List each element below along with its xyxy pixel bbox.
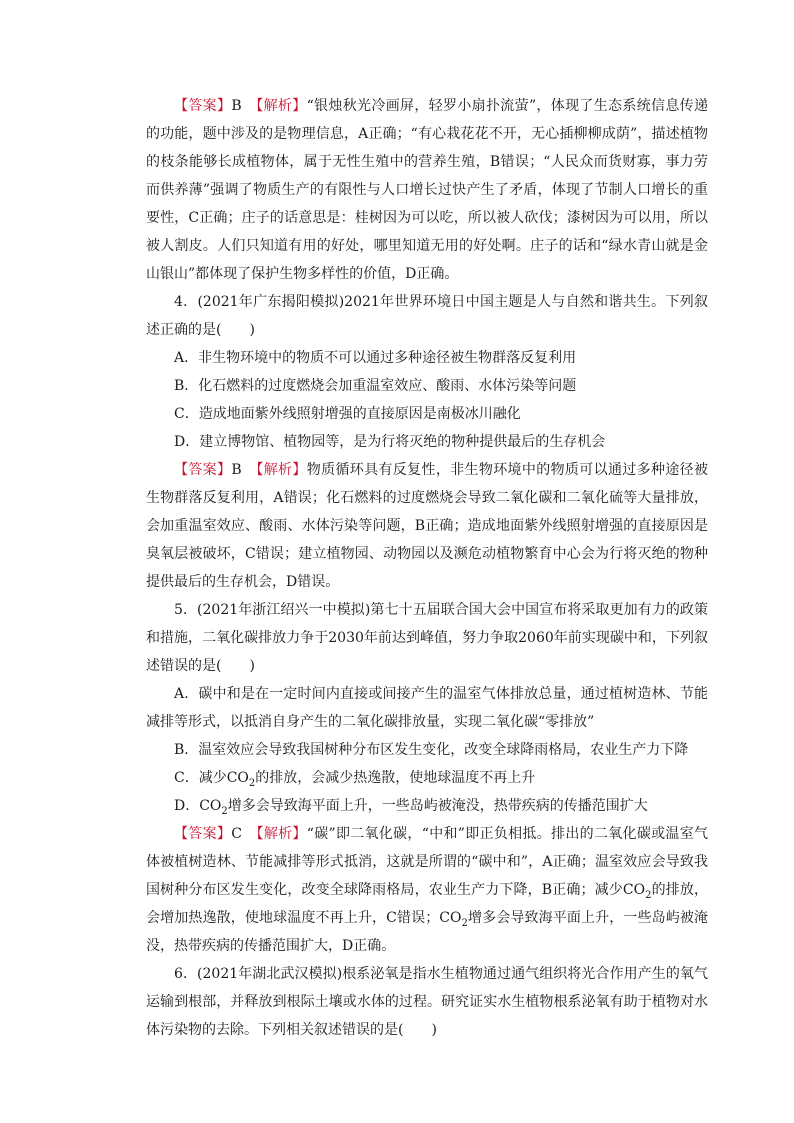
- q4-answer-analysis: [146, 456, 708, 596]
- q5-analysis-text-mid: 的排放，会增加热逸散，使地球温度不再上升，C错误；CO: [146, 882, 708, 926]
- q5-option-d-text: D．CO: [174, 798, 222, 814]
- q5-stem: 5．(2021年浙江绍兴一中模拟)第七十五届联合国大会中国宣布将采取更加有力的政策和措施，二氧化碳排放力争于2030年前达到峰值，努力争取2060年前实现碳中和，下列叙述错误的是( ): [146, 602, 708, 674]
- q4-option-a: A．非生物环境中的物质不可以通过多种途径被生物群落反复利用: [174, 350, 577, 366]
- q4-analysis-text: 物质循环具有反复性，非生物环境中的物质可以通过多种途径被生物群落反复利用，A错误；化石燃料的过度燃烧会导致二氧化碳和二氧化硫等大量排放，会加重温室效应、酸雨、水体污染等问题，B正确；造成地面紫外线照射增强的直接原因是臭氧层被破坏，C错误；建立植物园、动物园以及濒危动植物繁育中心会为行将灭绝的物种提供最后的生存机会，D错误。: [146, 462, 709, 590]
- subscript: 2: [248, 777, 256, 789]
- q4-stem: 4．(2021年广东揭阳模拟)2021年世界环境日中国主题是人与自然和谐共生。下列叙述正确的是( ): [146, 294, 708, 338]
- q5-option-a: A．碳中和是在一定时间内直接或间接产生的温室气体排放总量，通过植树造林、节能减排等形式，以抵消自身产生的二氧化碳排放量，实现二氧化碳“零排放”: [146, 686, 708, 730]
- subscript: 2: [645, 889, 652, 901]
- analysis-label: 【解析】: [256, 98, 307, 114]
- q5-option-b: B．温室效应会导致我国树种分布区发生变化，改变全球降雨格局，农业生产力下降: [174, 742, 689, 758]
- q4-option-b: B．化石燃料的过度燃烧会加重温室效应、酸雨、水体污染等问题: [174, 378, 577, 394]
- q5-analysis-text-end: 增多会导致海平面上升，一些岛屿被淹没，热带疾病的传播范围扩大，D正确。: [146, 910, 708, 954]
- q5-answer-analysis: [146, 820, 708, 960]
- subscript: 2: [461, 917, 468, 929]
- q5-option-c-text-cont: 的排放，会减少热逸散，使地球温度不再上升: [255, 770, 536, 786]
- q5-option-d: [146, 792, 708, 820]
- answer-label: 【答案】: [174, 462, 232, 478]
- q4-option-d: D．建立博物馆、植物园等，是为行将灭绝的物种提供最后的生存机会: [174, 434, 606, 450]
- q5-answer-letter: C: [231, 826, 242, 842]
- analysis-label: 【解析】: [256, 826, 307, 842]
- q5-analysis-text: “碳”即二氧化碳，“中和”即正负相抵。排出的二氧化碳或温室气体被植树造林、节能减排等形式抵消，这就是所谓的“碳中和”，A正确；温室效应会导致我国树种分布区发生变化，改变全球降雨格局，农业生产力下降，B正确；减少CO: [146, 826, 709, 898]
- q4-option-c: C．造成地面紫外线照射增强的直接原因是南极冰川融化: [174, 406, 521, 422]
- q3-answer-letter: B: [231, 98, 242, 114]
- answer-label: 【答案】: [174, 98, 232, 114]
- q6-stem: 6．(2021年湖北武汉模拟)根系泌氧是指水生植物通过通气组织将光合作用产生的氧气运输到根部，并释放到根际土壤或水体的过程。研究证实水生植物根系泌氧有助于植物对水体污染物的去除。下列相关叙述错误的是( ): [146, 966, 708, 1038]
- q5-option-d-text-cont: 增多会导致海平面上升，一些岛屿被淹没，热带疾病的传播范围扩大: [227, 798, 648, 814]
- q5-option-c-text: C．减少CO: [174, 770, 249, 786]
- q3-analysis-text: “银烛秋光冷画屏，轻罗小扇扑流萤”，体现了生态系统信息传递的功能，题中涉及的是物理信息，A正确；“有心栽花花不开，无心插柳柳成荫”，描述植物的枝条能够长成植物体，属于无性生殖中的营养生殖，B错误；“人民众而货财寡，事力劳而供养薄”强调了物质生产的有限性与人口增长过快产生了矛盾，体现了节制人口增长的重要性，C正确；庄子的话意思是：桂树因为可以吃，所以被人砍伐；漆树因为可以用，所以被人割皮。人们只知道有用的好处，哪里知道无用的好处啊。庄子的话和“绿水青山就是金山银山”都体现了保护生物多样性的价值，D正确。: [146, 98, 709, 282]
- q4-answer-letter: B: [231, 462, 242, 478]
- q5-option-c: [146, 764, 708, 792]
- subscript: 2: [221, 805, 228, 817]
- q3-answer-analysis: [146, 92, 708, 288]
- answer-label: 【答案】: [174, 826, 232, 842]
- analysis-label: 【解析】: [256, 462, 307, 478]
